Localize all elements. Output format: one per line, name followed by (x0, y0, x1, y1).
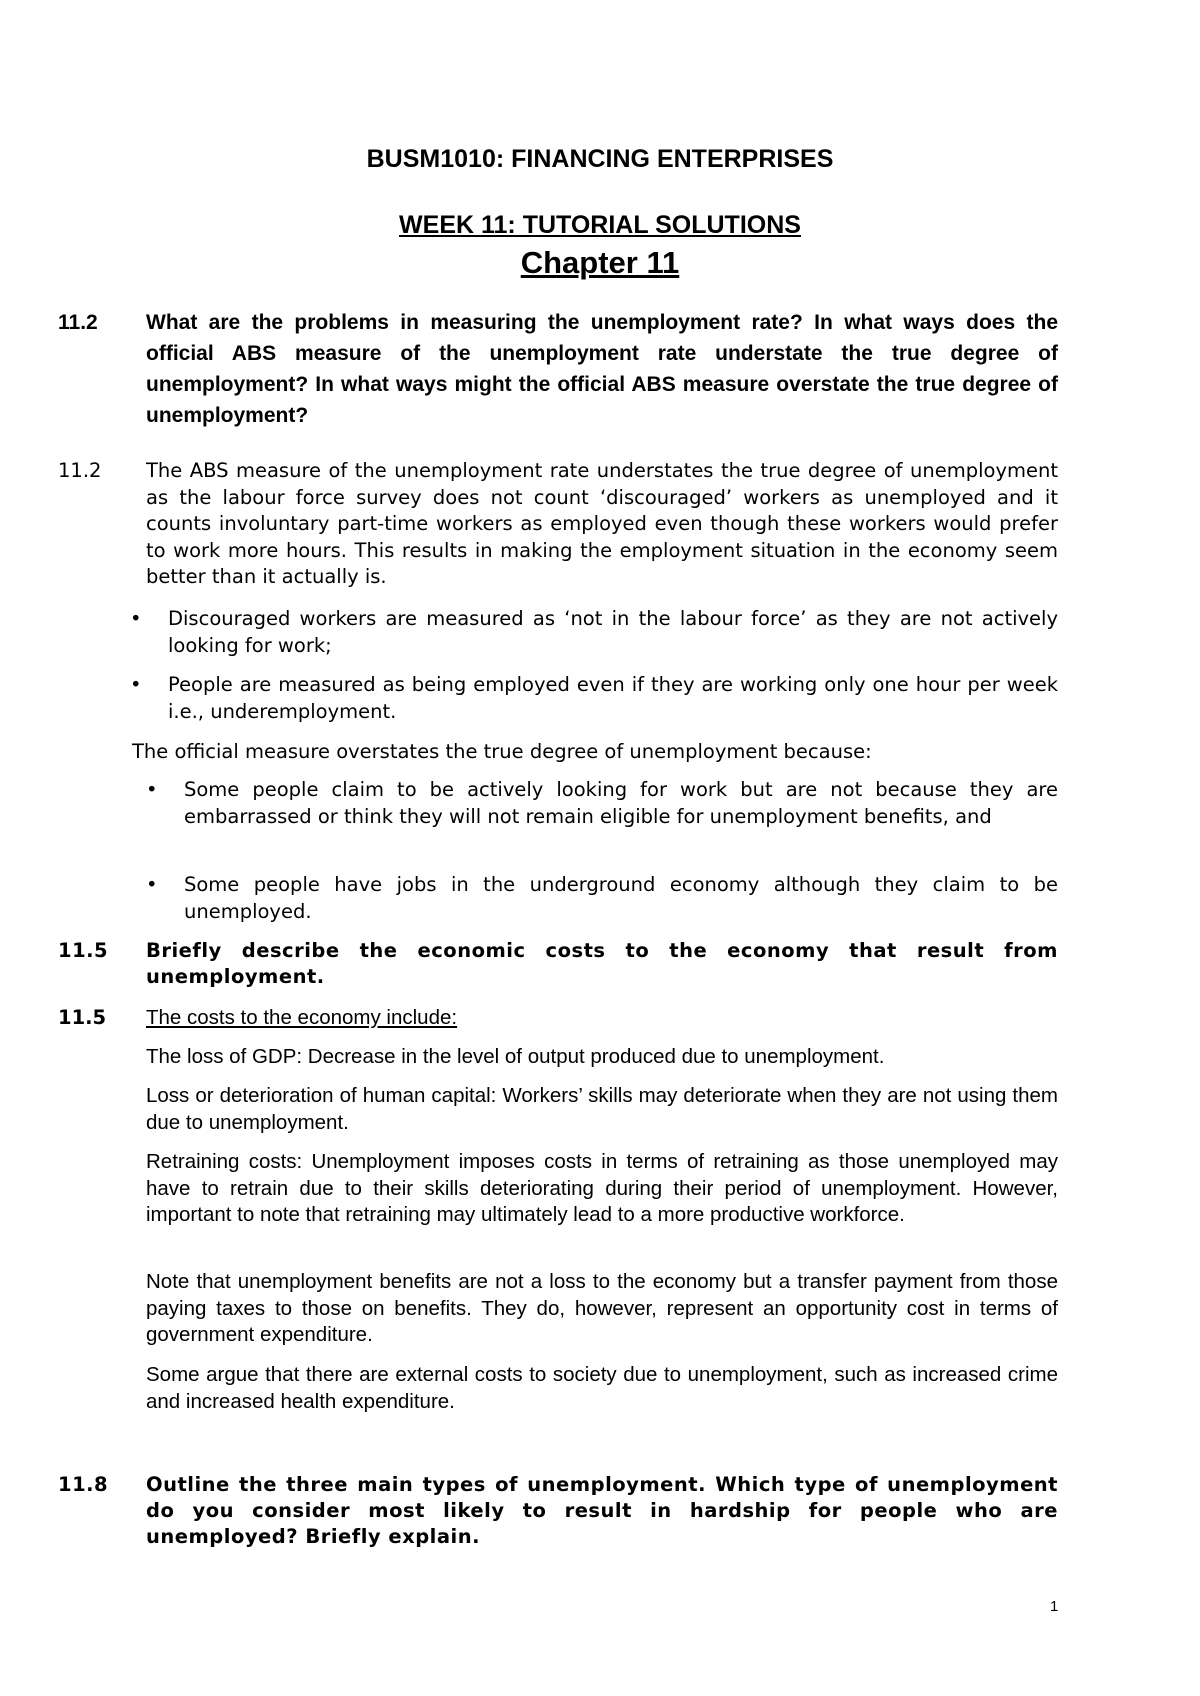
bullet-text: Some people claim to be actively looking for work but are not because they are embarrassed or think they will not remain eligible for unemployment benefits, and (184, 778, 1058, 828)
question-11-2 (58, 307, 1058, 431)
answer-intro: The ABS measure of the unemployment rate understates the true degree of unemployment as the labour force survey does not count ‘discouraged’ workers as unemployed and it counts involuntary part-time workers as employed even though these workers would prefer to work more hours. This results in making the employment situation in the economy seem better than it actually is. (146, 459, 1058, 588)
cost-paragraph-5: Some argue that there are external costs to society due to unemployment, such as increased crime and increased health expenditure. (146, 1363, 1058, 1413)
overstate-bullet-1: • Some people claim to be actively looking for work but are not because they are embarrassed or think they will not remain eligible for unemployment benefits, and (146, 777, 1058, 830)
understate-bullet-1: • Discouraged workers are measured as ‘not in the labour force’ as they are not actively looking for work; (130, 606, 1058, 659)
answer-number: 11.5 (58, 1006, 107, 1029)
question-text: What are the problems in measuring the unemployment rate? In what ways does the official ABS measure of the unemployment rate understate the true degree of unemployment? In what ways might the official ABS measure overstate the true degree of unemployment? (146, 311, 1058, 427)
question-number: 11.8 (58, 1473, 109, 1496)
understate-bullet-2: • People are measured as being employed even if they are working only one hour per week i.e., underemployment. (130, 672, 1058, 725)
answer-11-5 (58, 1005, 1058, 1032)
bullet-text: Some people have jobs in the underground economy although they claim to be unemployed. (184, 873, 1058, 923)
question-11-5 (58, 938, 1058, 990)
bullet-text: Discouraged workers are measured as ‘not in the labour force’ as they are not actively looking for work; (168, 607, 1058, 657)
answer-number: 11.2 (58, 459, 102, 482)
overstate-bullet-2: • Some people have jobs in the underground economy although they claim to be unemployed. (146, 872, 1058, 925)
cost-paragraph-1: The loss of GDP: Decrease in the level of output produced due to unemployment. (146, 1045, 885, 1068)
course-title: BUSM1010: FINANCING ENTERPRISES (366, 145, 834, 173)
question-text: Outline the three main types of unemployment. Which type of unemployment do you consider most likely to result in hardship for people who are unemployed? Briefly explain. (146, 1473, 1058, 1548)
answer-heading: The costs to the economy include: (146, 1006, 458, 1029)
question-number: 11.2 (58, 311, 98, 334)
question-11-8 (58, 1472, 1058, 1550)
chapter-title: Chapter 11 (520, 245, 680, 280)
bullet-text: People are measured as being employed even if they are working only one hour per week i.e., underemployment. (168, 673, 1058, 723)
overstate-intro: The official measure overstates the true degree of unemployment because: (132, 740, 872, 763)
question-number: 11.5 (58, 939, 109, 962)
answer-11-2 (58, 458, 1058, 591)
cost-paragraph-3: Retraining costs: Unemployment imposes costs in terms of retraining as those unemployed may have to retrain due to their skills deteriorating during their period of unemployment. However, important to note that retraining may ultimately lead to a more productive workforce. (146, 1150, 1058, 1226)
cost-paragraph-2: Loss or deterioration of human capital: Workers’ skills may deteriorate when they are not using them due to unemployment. (146, 1084, 1058, 1134)
week-title: WEEK 11: TUTORIAL SOLUTIONS (399, 211, 801, 239)
question-text: Briefly describe the economic costs to the economy that result from unemployment. (146, 939, 1058, 988)
cost-paragraph-4: Note that unemployment benefits are not a loss to the economy but a transfer payment from those paying taxes to those on benefits. They do, however, represent an opportunity cost in terms of government expenditure. (146, 1270, 1058, 1346)
page-number: 1 (1050, 1598, 1059, 1615)
